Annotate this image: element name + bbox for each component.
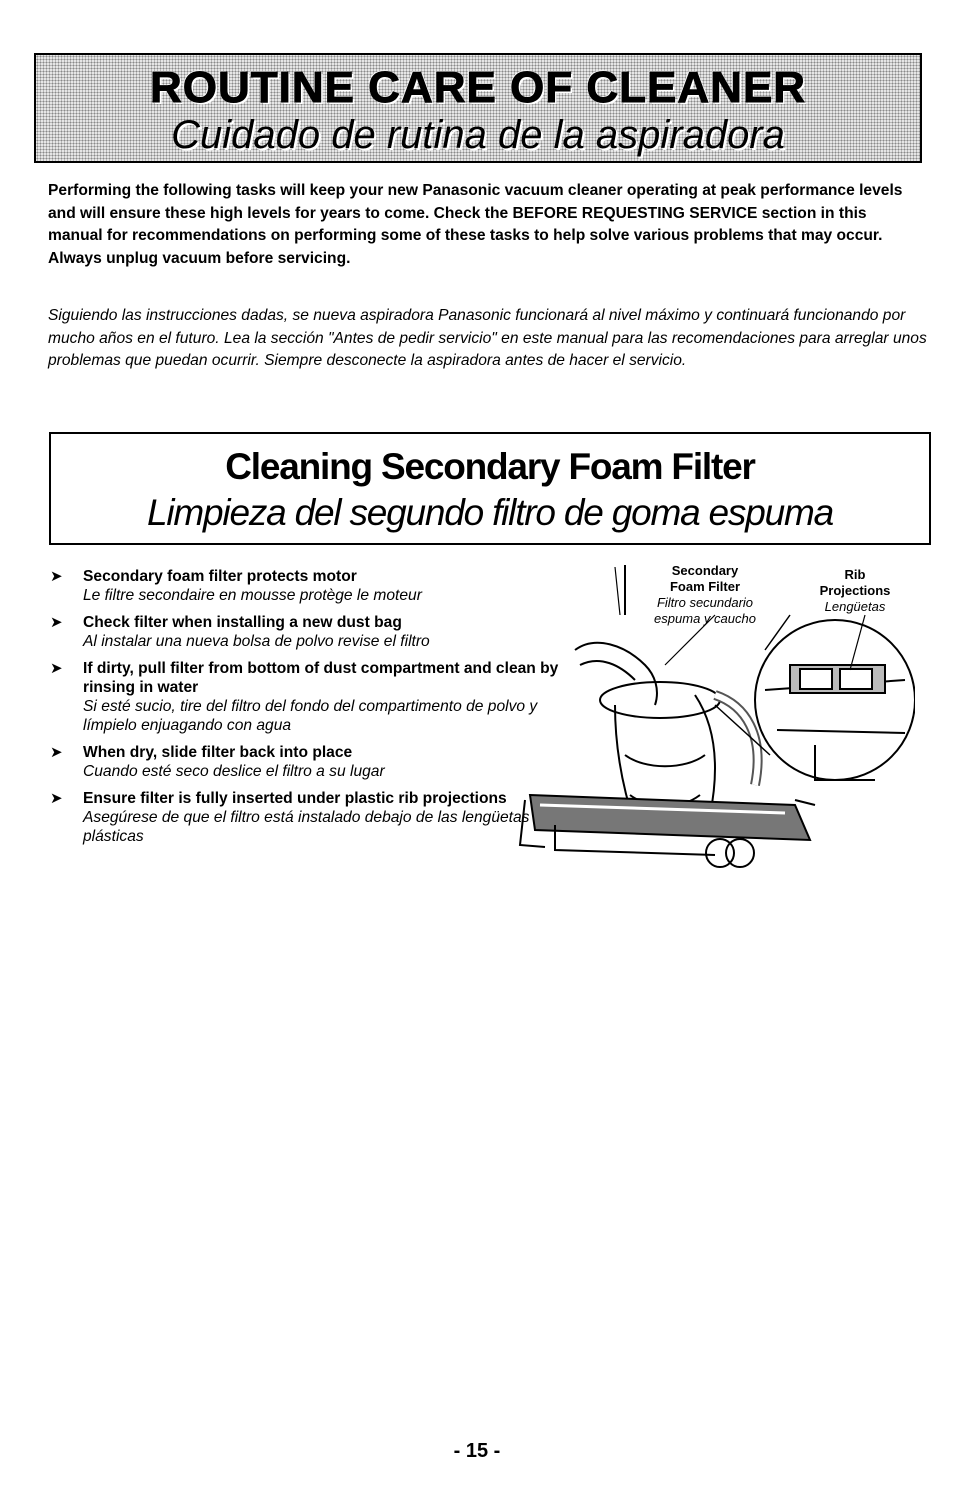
step-text-english: Secondary foam filter protects motor xyxy=(83,568,357,585)
step-list xyxy=(48,567,578,854)
step-item xyxy=(48,743,578,781)
bullet-arrow-icon: ➤ xyxy=(50,614,63,631)
rib-label-es: Lengüetas xyxy=(824,599,886,614)
step-item xyxy=(48,613,578,651)
section-subtitle: Limpieza del segundo filtro de goma espuma xyxy=(147,492,833,533)
step-text-english: Check filter when installing a new dust bag xyxy=(83,614,402,631)
step-text-spanish: Cuando esté seco deslice el filtro a su lugar xyxy=(83,763,385,780)
filter-label-en-1: Secondary xyxy=(671,563,739,578)
step-item xyxy=(48,659,563,735)
banner-subtitle: Cuidado de rutina de la aspiradora xyxy=(171,113,785,157)
step-text-english: If dirty, pull filter from bottom of dust compartment and clean by rinsing in water xyxy=(83,660,559,696)
filter-label-en-2: Foam Filter xyxy=(669,579,741,594)
bullet-arrow-icon: ➤ xyxy=(50,790,63,807)
bullet-arrow-icon: ➤ xyxy=(50,744,63,761)
intro-spanish: Siguiendo las instrucciones dadas, se nueva aspiradora Panasonic funcionará al nivel máximo y continuará funcionando por mucho años en el futuro. Lea la sección "Antes de pedir servicio" en este manual para las recomendaciones para arreglar unos problemas que puedan ocurrir. Siempre desconecte la aspiradora antes de hacer el servicio. xyxy=(48,307,927,369)
page-banner xyxy=(34,53,922,163)
step-item xyxy=(48,567,578,605)
bullet-arrow-icon: ➤ xyxy=(50,660,63,677)
step-item xyxy=(48,789,533,846)
step-text-spanish: Al instalar una nueva bolsa de polvo revise el filtro xyxy=(83,633,430,650)
filter-label-es-2: espuma y caucho xyxy=(654,611,756,626)
banner-title: ROUTINE CARE OF CLEANER xyxy=(149,63,807,112)
section-heading-box xyxy=(49,432,931,545)
section-title: Cleaning Secondary Foam Filter xyxy=(225,446,755,487)
rib-label-en-2: Projections xyxy=(819,583,891,598)
step-text-english: Ensure filter is fully inserted under plastic rib projections xyxy=(83,790,507,807)
rib-label-en-1: Rib xyxy=(844,567,866,582)
filter-label xyxy=(640,563,770,627)
filter-label-es-1: Filtro secundario xyxy=(656,595,754,610)
intro-english: Performing the following tasks will keep your new Panasonic vacuum cleaner operating at peak performance levels and will ensure these high levels for years to come. Check the BEFORE REQUESTING SERVICE section in this manual for recommendations on performing some of these tasks to help solve various problems that may occur. Always unplug vacuum before servicing. xyxy=(48,182,903,267)
step-text-spanish: Asegúrese de que el filtro está instalado debajo de las lengüetas plásticas xyxy=(83,809,530,845)
step-text-spanish: Le filtre secondaire en mousse protège le moteur xyxy=(83,587,422,604)
step-text-english: When dry, slide filter back into place xyxy=(83,744,353,761)
bullet-arrow-icon: ➤ xyxy=(50,568,63,585)
page-number: - 15 - xyxy=(453,1440,501,1462)
step-text-spanish: Si esté sucio, tire del filtro del fondo del compartimento de polvo y límpielo enjuagando con agua xyxy=(83,698,538,734)
vacuum-filter-illustration xyxy=(515,555,915,885)
rib-label xyxy=(800,567,910,615)
